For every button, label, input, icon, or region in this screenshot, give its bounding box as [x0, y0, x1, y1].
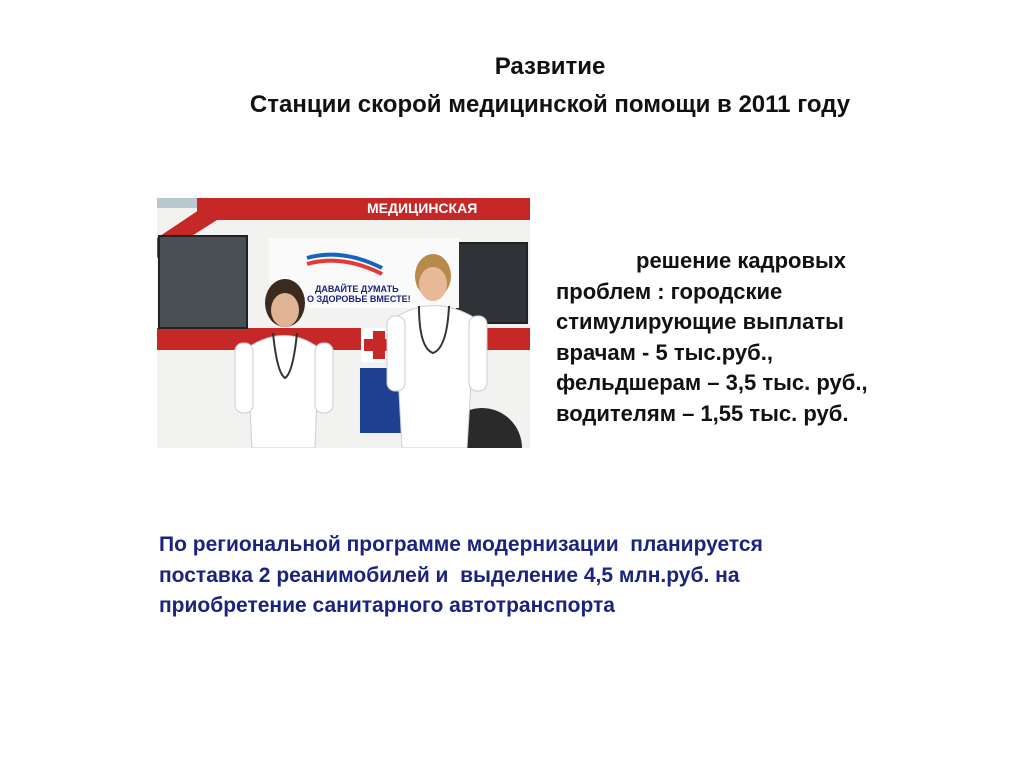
staff-line-4: врачам - 5 тыс.руб., — [556, 339, 773, 365]
staff-line-6: водителям – 1,55 тыс. руб. — [556, 400, 849, 426]
van-slogan-line-1: ДАВАЙТЕ ДУМАТЬ — [315, 284, 399, 294]
title-line-2: Станции скорой медицинской помощи в 2011 году — [249, 91, 851, 118]
van-banner-text: МЕДИЦИНСКАЯ — [367, 200, 478, 216]
staff-line-5: фельдшерам – 3,5 тыс. руб., — [556, 370, 868, 395]
ambulance-staff-photo — [157, 198, 530, 448]
staff-line-3: стимулирующие выплаты — [556, 309, 844, 334]
regional-program-text — [159, 530, 919, 622]
van-slogan-line-2: О ЗДОРОВЬЕ ВМЕСТЕ! — [307, 294, 411, 304]
program-line-1: По региональной программе модернизации планируется — [159, 533, 763, 556]
staff-line-1: решение кадровых — [636, 248, 847, 273]
staff-line-2: проблем : городские — [556, 278, 783, 304]
slide-title — [0, 48, 1024, 124]
program-line-2: поставка 2 реанимобилей и выделение 4,5 млн.руб. на — [159, 563, 740, 587]
title-line-1: Развитие — [494, 53, 606, 80]
staff-solution-text — [556, 246, 956, 429]
program-line-3: приобретение санитарного автотранспорта — [159, 594, 615, 617]
